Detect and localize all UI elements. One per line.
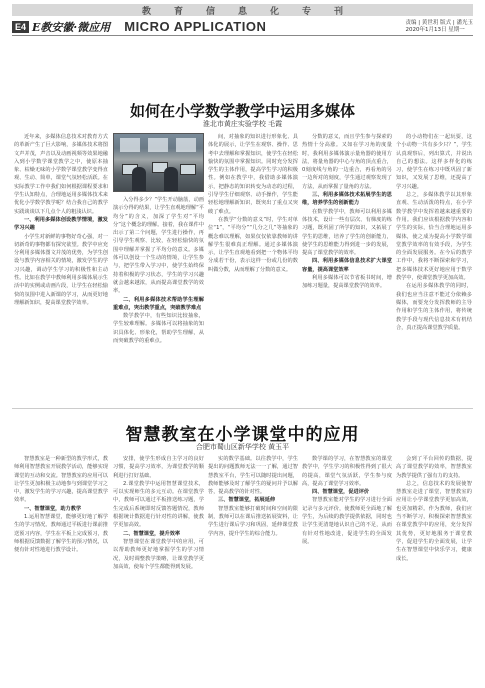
paragraph: 在教学“分数的意义”时，学生对单位“1”，“平均分”“几分之几”等抽象的概念难以理解，如果仅仅依靠教师的讲解学生很难真正理解。通过多媒体演示，让学生直观地看到把一个物体平均分成若干份，表示这样一份或几份的数叫做分数，从而理解了分数的意义。: [208, 216, 298, 273]
article1-column-1: [14, 133, 108, 403]
classroom-photo: [113, 133, 204, 192]
paragraph: 近年来，多媒体信息技术对教育方式的革新产生了巨大影响，多媒体技术将图文声并茂，声音以及动画视频等效果地融入到小学数学课堂教学之中，使原本抽象、枯燥无味的小学数学课堂教学变得直观、生动、简单，课堂气氛轻松活跃。在实际教学工作中我们如何根据课程要求和学生认知特点，合理地运用多媒体技术来优化小学数学教学呢？结合我自己的教学实践谈谈以下几点个人的粗浅认识。: [14, 134, 108, 215]
article2-title: 智慧教室在小学课堂中的应用: [125, 425, 360, 445]
article1-column-5: [396, 133, 472, 403]
masthead-char: 教: [141, 6, 151, 17]
article1-column-3: [208, 133, 298, 403]
paragraph: 在运用多媒体教学的同时，我们也应当注意不能过分依赖多媒体，而要充分发挥教师的主导作用和学生的主体作用，将传统教学手段与现代信息技术有机结合，真正提高课堂教学质量。: [396, 283, 472, 331]
paragraph: 入分得多少？”学生开动脑筋，动画演示分得的结果，让学生直观地理解“平均分”的含义，加深了学生对“平均分”这个概念的理解。接着，我在课件中出示了第二个问题，学生进行操作，再引导学生观察、比较，在轻松愉快的氛围中理解并掌握了平均分的意义。多媒体可以创设一个生动的情境，让学生参与，把学生带入学习中，使学生始终保持着积极的学习状态，学生的学习兴趣就会越来越浓，从而提高课堂教学的效率。: [113, 197, 204, 295]
paragraph: 实的数学基础。以往教学中，学生提出的问题教师无法一一了解，通过智慧教室平台，学生可以随时提出问题，教师能够及时了解学生的疑问并予以解答，提高教学的针对性。: [208, 456, 298, 496]
article-divider: [12, 408, 473, 409]
masthead: [0, 0, 485, 34]
section-title: E教安徽·微应用: [32, 20, 111, 34]
article1-column-4: [302, 133, 392, 403]
masthead-char: 信: [205, 6, 215, 17]
photo-student: [132, 167, 146, 191]
photo-monitor: [180, 164, 196, 175]
article2-column-3: [208, 455, 298, 683]
paragraph: 总之，多媒体教学以其形象直观、生动活泼的特点，在小学数学教学中发挥着越来越重要的作用。我们应该根据教学内容和学生的实际，恰当合理地运用多媒体，使之成为提高小学数学课堂教学效率的有效手段，为学生的全面发展服务。在今后的教学工作中，我将不断探索和学习，把多媒体技术更好地应用于数学教学中，使课堂教学更加高效。: [396, 192, 472, 282]
article1-author: 淮北市黄庄实验学校 毛霞: [202, 120, 283, 128]
photo-student: [164, 167, 178, 191]
masthead-chars: [142, 4, 343, 17]
article2-column-2: [113, 455, 204, 683]
masthead-row: [12, 19, 473, 34]
masthead-rule: [12, 35, 473, 36]
article2-column-1: [14, 455, 108, 683]
paragraph: 1.运用智慧课堂，能够更好地了解学生的学习情况。教师通过平板进行课前推送预习内容，学生在平板上完成预习，教师根据反馈数据了解学生的预习情况，以便有针对性地进行教学设计。: [14, 514, 108, 554]
masthead-banner: [12, 4, 473, 16]
subheading: 三、利用多媒体技术拓展学生的思维，培养学生的创新能力: [302, 192, 392, 207]
paragraph: 的小动物们在一起玩耍，这个小动物一共有多少只？”，学生认真观察后，列出算式，并说出自己的想法。这样多样化的练习，使学生在练习中既巩固了新知识，又发展了思维，还提高了学习兴趣。: [396, 134, 472, 190]
article2-column-4: [302, 455, 392, 683]
paragraph: 在数学教学中，教师可以利用多媒体技术，设计一些有层次、有梯度的练习题，既巩固了所学的知识，又拓展了学生的思维，培养了学生的创新能力，使学生的思维能力得到进一步的发展，提高了课堂教学的效率。: [302, 208, 392, 257]
photo-window: [176, 138, 196, 152]
paragraph: 2.课堂教学中运用智慧课堂技术，可以实现师生的多元互动。在课堂教学中，教师可以通过平板推送练习题，学生完成后系统即时反馈答题情况，教师根据统计数据进行针对性的讲解，使教学更加高效。: [113, 480, 204, 529]
subheading: 一、利用多媒体创设教学情境，激发学习兴趣: [14, 216, 108, 232]
masthead-char: 专: [302, 6, 312, 17]
masthead-char: 刊: [334, 6, 344, 17]
subheading: 四、利用多媒体信息技术扩大课堂容量，提高课堂效率: [302, 258, 392, 273]
paragraph: 会到了平台回传的数据，提高了课堂教学的效率，智慧教室为教学提供了强有力的支持。: [396, 456, 472, 479]
paragraph: 总之，信息技术的发展使智慧教室走进了课堂，智慧教室的应用让小学课堂教学更加高效，也更加精彩。作为教师，我们应当不断学习，积极探索智慧教室在课堂教学中的应用，充分发挥其优势，更好地服务于课堂教学，促进学生的全面发展，让学生在智慧课堂中快乐学习，健康成长。: [396, 480, 472, 562]
paragraph: 智慧教室是一种新型的教学形式，教师利用智慧教室开展教学活动，能够实现课堂的互动和交流。智慧教室的应用可以让学生更加积极主动地参与到课堂学习之中，激发学生的学习兴趣，提高课堂教学效率。: [14, 456, 108, 504]
page-code: E4: [12, 21, 29, 33]
article1-title: 如何在小学数学教学中运用多媒体: [129, 102, 355, 120]
paragraph: 利用多媒体可以节省板书时间，增加练习题量，提高课堂教学的效率。: [302, 275, 392, 290]
section-title-en: MICRO APPLICATION: [124, 19, 267, 34]
paragraph: 安排，使学生形成自主学习的良好习惯，提高学习效率，为课堂教学的顺利进行打好基础。: [113, 456, 204, 479]
paragraph: 智慧课堂在课堂教学中的应用，可以帮助教师更好地掌握学生的学习情况，及时调整教学策略，让课堂教学更加高效，使每个学生都能得到发展。: [113, 538, 204, 570]
subheading: 二、智慧课堂，提升效率: [123, 530, 181, 537]
masthead-char: 育: [173, 6, 183, 17]
issue-date: 2020年1月13日 星期一: [405, 26, 465, 33]
article1-column-2: [113, 196, 204, 403]
subheading: 一、智慧课堂，助力教学: [24, 505, 82, 512]
paragraph: 间，对抽象的知识进行形象化、具体化的展示，让学生在观察、操作、思考中去理解和掌握知识，使学生在轻松愉快的氛围中掌握知识。同时充分发挥学生的主体作用，提高学生学习的积极性。例如在教学中，我借助多媒体演示，把静态的知识转变为动态的过程，引导学生仔细观察、动手操作，学生能轻松地理解新知识，既突出了重点又突破了难点。: [208, 134, 298, 215]
paragraph: 智慧教室能够打破时间和空间的限制，教师可以在课后推送拓展资料，让学生进行课后学习和巩固，延伸课堂教学内容，提升学生的综合能力。: [208, 505, 298, 537]
masthead-meta: [406, 20, 473, 34]
subheading: 四、智慧课堂，促进评价: [312, 489, 370, 496]
article2-author: 合肥市蜀山区新华学校 黄玉平: [195, 443, 290, 451]
subheading: 三、智慧课堂，拓展延伸: [218, 497, 276, 504]
photo-window: [120, 138, 140, 152]
paragraph: 分数的意义，而且学生参与探索的热情十分高涨。又如在学习角的度量时，我利用多媒体演示量角器的使用方法，将量角器的中心与角的顶点重合，0刻度线与角的一边重合，再看角的另一边所对的刻度，学生通过观察发现了方法，从而掌握了量角的方法。: [302, 134, 392, 190]
paragraph: 数学课的学习，在智慧教室的课堂教学中，学生学习的积极性得到了很大的提高，课堂气氛活跃，学生参与度高，提高了课堂学习效率。: [302, 456, 392, 487]
masthead-char: 息: [237, 6, 247, 17]
photo-window: [148, 138, 168, 152]
paragraph: 小学生对新鲜的事物好奇心强，对一切新奇的事物都有探究欲望。教学中应充分利用多媒体图文并茂的优势，为学生创设与教学内容相关的情境，激发学生的学习兴趣，调动学生学习的积极性和主动性。比如在教学中教师利用多媒体展示生活中的实例或动画片段，让学生在轻松愉快的氛围中进入新课的学习，从而更好地理解新知识，提高课堂教学效率。: [14, 233, 108, 306]
article2-column-5: [396, 455, 472, 683]
editor-credits: 责编 | 黄世玥 版式 | 潘光玉: [405, 19, 473, 26]
subheading: 二、利用多媒体技术帮助学生理解重难点，突出教学重点，突破教学难点: [113, 296, 204, 311]
paragraph: 数学教学中，有些知识比较抽象，学生较难理解。多媒体可以将抽象的知识具体化、形象化，帮助学生理解，从而突破教学的重难点。: [113, 313, 204, 345]
masthead-char: 化: [270, 6, 280, 17]
paragraph: 智慧教室能对学生的学习进行全面记录与多元评价，使教师更全面地了解学生，为后续的教学提供依据，同时也让学生更清楚地认识自己的不足，从而有针对性地改进，促进学生的全面发展。: [302, 497, 392, 545]
